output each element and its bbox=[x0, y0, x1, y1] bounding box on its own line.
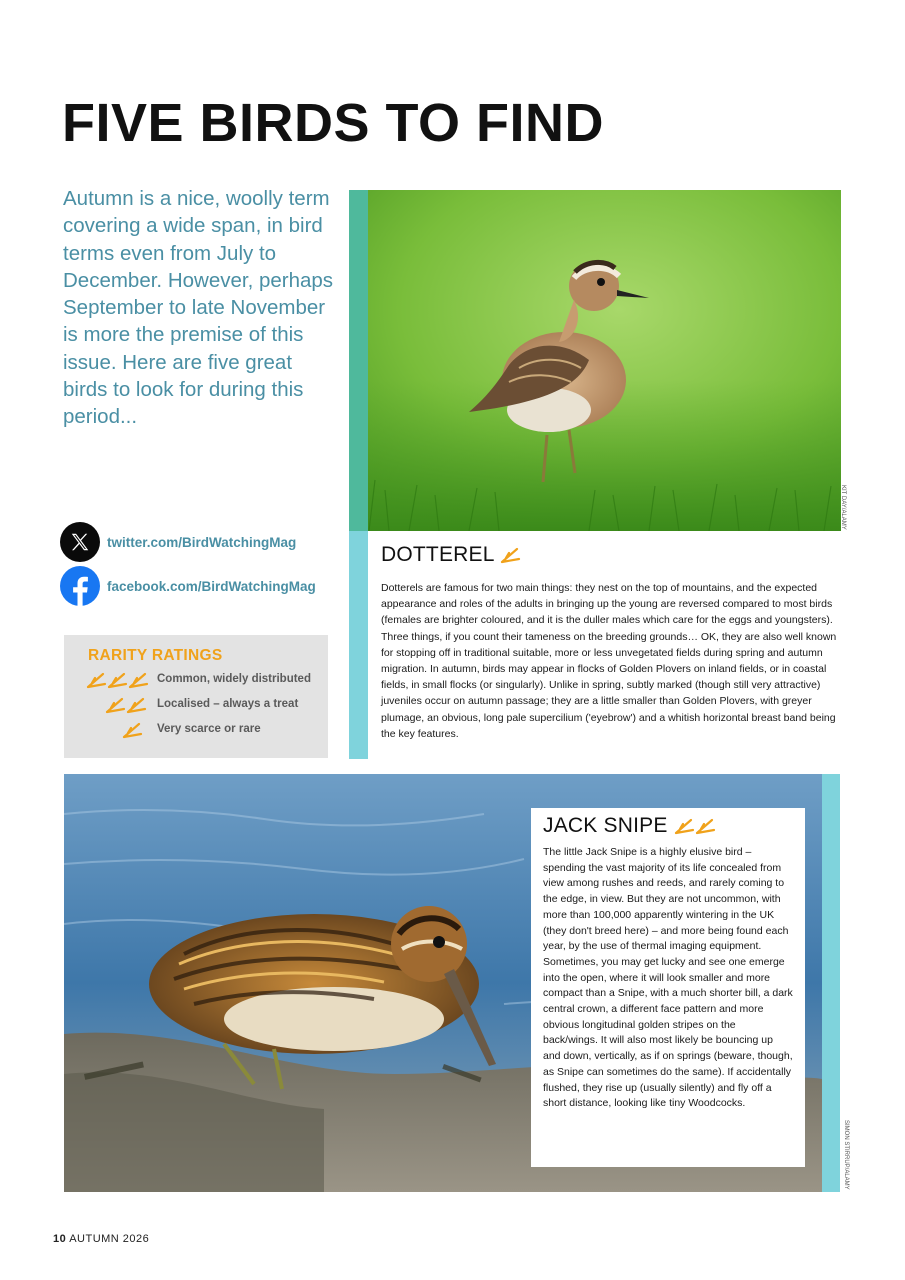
x-logo-icon bbox=[60, 522, 100, 562]
rarity-bird-icon bbox=[500, 546, 521, 564]
jack-snipe-heading bbox=[543, 814, 793, 838]
rarity-ratings-box bbox=[64, 635, 328, 758]
jack-snipe-title: JACK SNIPE bbox=[543, 814, 668, 837]
page-folio bbox=[53, 1233, 149, 1245]
dotterel-photo bbox=[349, 190, 841, 531]
intro-text: Autumn is a nice, woolly term covering a wide span, in bird terms even from July to December. However, perhaps September to late November is more the premise of this issue. Here are five great birds to look for during this period... bbox=[63, 187, 334, 429]
page-title: FIVE BIRDS TO FIND bbox=[62, 93, 605, 153]
twitter-link[interactable] bbox=[60, 522, 296, 562]
dotterel-photo-credit: KIT DAY/ALAMY bbox=[840, 485, 846, 530]
jack-snipe-text-box bbox=[531, 808, 805, 1167]
dotterel-heading bbox=[381, 543, 521, 567]
rarity-bird-icon bbox=[105, 696, 126, 714]
rarity-bird-icon bbox=[107, 671, 128, 689]
rarity-bird-icon bbox=[126, 696, 147, 714]
rarity-bird-icon bbox=[122, 721, 143, 739]
rarity-icons bbox=[122, 721, 143, 739]
rarity-icons bbox=[105, 696, 147, 714]
rarity-bird-icon bbox=[695, 817, 716, 835]
facebook-handle: facebook.com/BirdWatchingMag bbox=[107, 578, 316, 594]
rarity-bird-icon bbox=[128, 671, 149, 689]
jack-snipe-accent-stripe bbox=[822, 774, 840, 1192]
facebook-link[interactable] bbox=[60, 566, 316, 606]
jack-snipe-body-text: The little Jack Snipe is a highly elusive bird – spending the vast majority of its life concealed from view among rushes and reeds, and rarely coming to the edge, in view. But they are not uncommon, with more than 100,000 apparently wintering in the UK (they don't breed here) – and more being found each year, by the use of thermal imaging equipment. Sometimes, you may get lucky and see one emerge into the open, where it will look smaller and more compact than a Snipe, with a much shorter bill, a dark central crown, a different face pattern and more obvious longitudinal golden stripes on the back/wings. It will also most likely be bouncing up and down, vertically, as if on springs (beware, though, as Snipe can sometimes do the same). If accidentally flushed, they rise up (usually silently) and fly off a short distance, looking like tiny Woodcocks. bbox=[543, 846, 793, 1110]
rarity-icons bbox=[674, 817, 716, 835]
rarity-level-rare bbox=[64, 721, 328, 741]
dotterel-title: DOTTEREL bbox=[381, 543, 495, 566]
issue-label: AUTUMN 2026 bbox=[69, 1233, 150, 1245]
page-number: 10 bbox=[53, 1233, 67, 1245]
rarity-label: Very scarce or rare bbox=[157, 723, 261, 735]
twitter-handle: twitter.com/BirdWatchingMag bbox=[107, 534, 297, 550]
rarity-icons bbox=[86, 671, 149, 689]
rarity-level-localised bbox=[64, 696, 328, 716]
dotterel-text-stripe bbox=[349, 531, 368, 759]
jack-snipe-photo-credit: SIMON STIRRUP/ALAMY bbox=[843, 1120, 849, 1190]
dotterel-accent-stripe bbox=[349, 190, 368, 531]
rarity-level-common bbox=[64, 671, 328, 691]
rarity-label: Localised – always a treat bbox=[157, 698, 299, 710]
rarity-title: RARITY RATINGS bbox=[88, 647, 223, 664]
rarity-bird-icon bbox=[86, 671, 107, 689]
rarity-bird-icon bbox=[674, 817, 695, 835]
dotterel-body-text: Dotterels are famous for two main things: they nest on the top of mountains, and the expected appearance and roles of the adults in bringing up the young are reversed compared to most birds (females are brighter coloured, and it is the duller males which care for the eggs and youngsters). Three things, if you count their tameness on the breeding grounds… OK, they are also well known for stopping off in traditional suitable, more or less unvegetated fields during spring and autumn migration. In autumn, birds may appear in flocks of Golden Plovers on inland fields, or in coastal fields, in small flocks (or singularly). Unlike in spring, subtly marked (though still very attractive) juveniles occur on autumn passage; they are a little smaller than Golden Plovers, with greyer plumage, an obvious, long pale supercilium ('eyebrow') and a whitish horizontal breast band being the key features. bbox=[381, 582, 837, 740]
facebook-logo-icon bbox=[60, 566, 100, 606]
rarity-label: Common, widely distributed bbox=[157, 673, 311, 685]
